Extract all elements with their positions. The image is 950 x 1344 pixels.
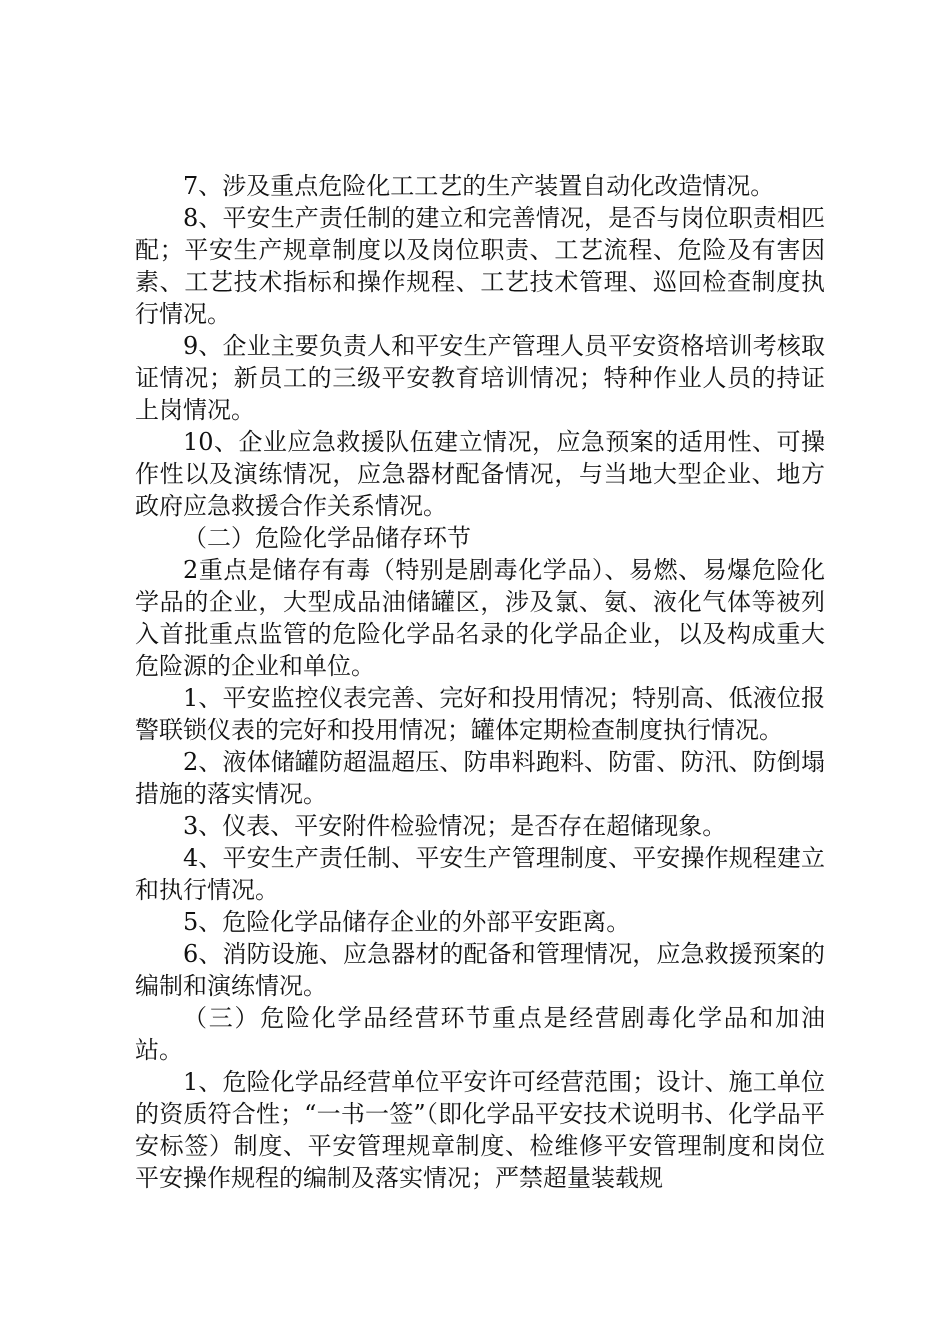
paragraph-item-10: 10、企业应急救援队伍建立情况，应急预案的适用性、可操作性以及演练情况，应急器材配备情况，与当地大型企业、地方政府应急救援合作关系情况。	[135, 428, 825, 520]
document-body	[135, 170, 825, 1194]
paragraph-item-7: 7、涉及重点危险化工工艺的生产装置自动化改造情况。	[183, 172, 775, 200]
paragraph-storage-5: 5、危险化学品储存企业的外部平安距离。	[183, 908, 631, 936]
section-heading-storage: （二）危险化学品储存环节	[183, 524, 471, 552]
paragraph-storage-focus: 2重点是储存有毒（特别是剧毒化学品）、易燃、易爆危险化学品的企业，大型成品油储罐区，涉及氯、氨、液化气体等被列入首批重点监管的危险化学品名录的化学品企业，以及构成重大危险源的企业和单位。	[135, 556, 825, 680]
section-heading-business: （三）危险化学品经营环节重点是经营剧毒化学品和加油站。	[135, 1004, 825, 1064]
paragraph-storage-6: 6、消防设施、应急器材的配备和管理情况，应急救援预案的编制和演练情况。	[135, 940, 825, 1000]
paragraph-storage-2: 2、液体储罐防超温超压、防串料跑料、防雷、防汛、防倒塌措施的落实情况。	[135, 748, 825, 808]
paragraph-item-9: 9、企业主要负责人和平安生产管理人员平安资格培训考核取证情况；新员工的三级平安教育培训情况；特种作业人员的持证上岗情况。	[135, 332, 825, 424]
paragraph-item-8: 8、平安生产责任制的建立和完善情况，是否与岗位职责相匹配；平安生产规章制度以及岗位职责、工艺流程、危险及有害因素、工艺技术指标和操作规程、工艺技术管理、巡回检查制度执行情况。	[135, 204, 825, 328]
paragraph-storage-3: 3、仪表、平安附件检验情况；是否存在超储现象。	[183, 812, 727, 840]
paragraph-storage-1: 1、平安监控仪表完善、完好和投用情况；特别高、低液位报警联锁仪表的完好和投用情况；罐体定期检查制度执行情况。	[135, 684, 825, 744]
paragraph-business-1: 1、危险化学品经营单位平安许可经营范围；设计、施工单位的资质符合性；“一书一签”（即化学品平安技术说明书、化学品平安标签）制度、平安管理规章制度、检维修平安管理制度和岗位平安操作规程的编制及落实情况；严禁超量装载规	[135, 1068, 825, 1192]
paragraph-storage-4: 4、平安生产责任制、平安生产管理制度、平安操作规程建立和执行情况。	[135, 844, 825, 904]
